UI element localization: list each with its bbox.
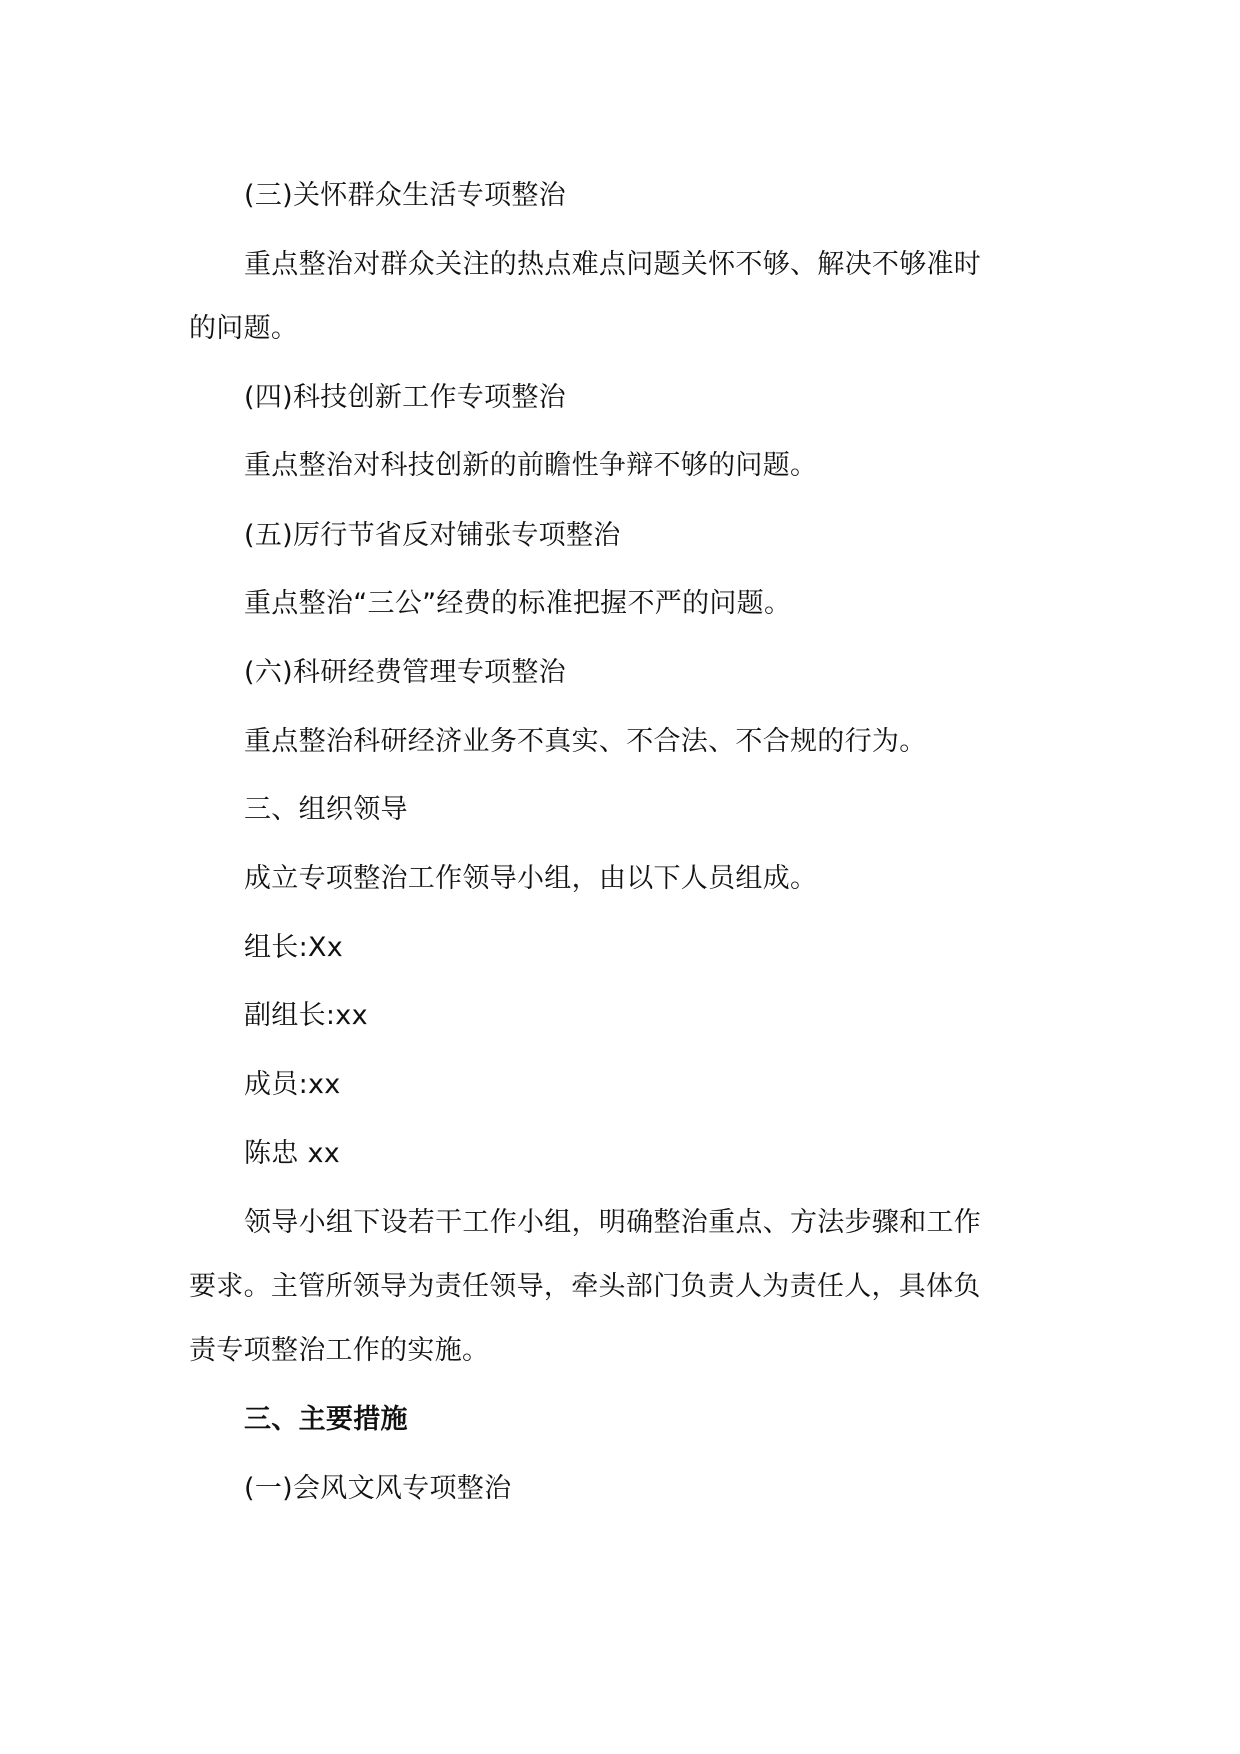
paragraph-care-line-1: 重点整治对群众关注的热点难点问题关怀不够、解决不够准时 (244, 249, 982, 280)
paragraph-care-line-2: 的问题。 (189, 313, 299, 344)
heading-main-measures: 三、主要措施 (244, 1404, 408, 1435)
paragraph-thrift: 重点整治“三公”经费的标准把握不严的问题。 (244, 588, 792, 619)
group-members: 成员:xx (244, 1069, 341, 1100)
heading-meeting-style: (一)会风文风专项整治 (244, 1473, 512, 1504)
heading-research-funds: (六)科研经费管理专项整治 (244, 657, 566, 688)
heading-thrift: (五)厉行节省反对铺张专项整治 (244, 520, 621, 551)
paragraph-working-groups-line-3: 责专项整治工作的实施。 (189, 1335, 490, 1366)
deputy-group-leader: 副组长:xx (244, 1000, 368, 1031)
group-leader: 组长:Xx (244, 932, 344, 963)
heading-organization: 三、组织领导 (244, 794, 408, 825)
paragraph-tech-innovation: 重点整治对科技创新的前瞻性争辩不够的问题。 (244, 450, 818, 481)
heading-tech-innovation: (四)科技创新工作专项整治 (244, 382, 566, 413)
heading-care-for-public-life: (三)关怀群众生活专项整治 (244, 180, 566, 211)
paragraph-working-groups-line-1: 领导小组下设若干工作小组，明确整治重点、方法步骤和工作 (244, 1207, 982, 1238)
member-name: 陈忠 xx (244, 1138, 341, 1169)
paragraph-leadership-group: 成立专项整治工作领导小组，由以下人员组成。 (244, 863, 818, 894)
paragraph-working-groups-line-2: 要求。主管所领导为责任领导，牵头部门负责人为责任人，具体负 (189, 1271, 981, 1302)
paragraph-research-funds: 重点整治科研经济业务不真实、不合法、不合规的行为。 (244, 726, 927, 757)
